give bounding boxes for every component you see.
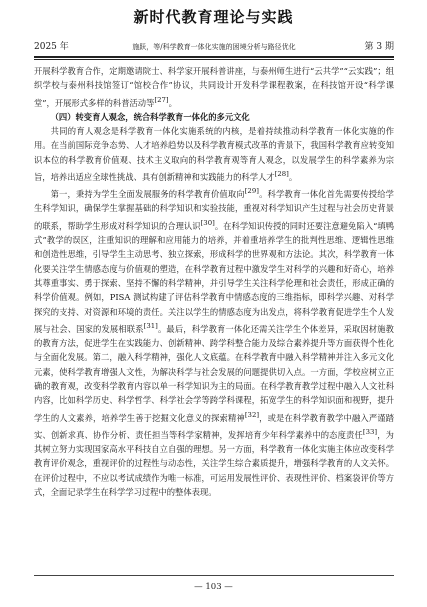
citation: [31] [143, 321, 158, 330]
citation: [29] [244, 187, 259, 196]
citation: [32] [244, 410, 260, 419]
citation: [27] [154, 95, 169, 104]
footer-rule [34, 575, 394, 576]
citation: [33] [362, 427, 378, 436]
citation: [30] [200, 218, 215, 227]
journal-issue: 第 3 期 [364, 42, 394, 52]
article-body [34, 64, 394, 499]
paragraph: 共同的育人观念是科学教育一体化实施系统的内核，是着持续推动科学教育一体化实施的作用。在当前国际竞争态势、人才培养趋势以及科学教育模式改革的背景下，我国科学教育应转变知识本位的科学教育价值观、技术主义取向的科学教育观等育人观念，以发展学生的科学素养为宗旨，培养出适应全球性挑战、具有创新精神和实践能力的科学人才[28]。 [34, 126, 394, 182]
header-rule-thick [34, 56, 394, 58]
paragraph: 第一，秉持为学生全面发展服务的科学教育价值取向[29]。科学教育一体化首先需要传授给学生科学知识，确保学生掌握基础的科学知识和实验技能，重视对科学知识产生过程与社会历史背景的联系，帮助学生形成对科学知识的合理认识[30]。在科学知识传授的同时还要注意避免陷入“填鸭式”教学的误区，注重知识的理解和应用能力的培养，并着重培养学生的批判性思维、逻辑性思维和创造性思维，引导学生主动思考、独立探索，形成科学的世界观和方法论。其次，科学教育一体化要关注学生情感态度与价值观的塑造，在科学教育过程中激发学生对科学的兴趣和好奇心，培养其尊重事实、勇于探索、坚持不懈的科学精神，并引导学生关注科学伦理和社会责任，形成正确的科学价值观。例如，PISA 测试构建了评估科学教育中情感态度的三维指标，即科学兴趣、对科学探究的支持、对资源和环境的责任。关注以学生的情感态度为出发点，将科学教育促进学生个人发展与社会、国家的发展相联系[31]。最后，科学教育一体化还需关注学生个体差异，采取因材施教的教育方法，促进学生在实践能力、创新精神、跨学科整合能力及综合素养提升等方面获得个性化与全面化发展。第二，融入科学精神，强化人文底蕴。在科学教育中融入科学精神并注入多元文化元素，使科学教育增强人文性，为解决科学与社会发展的问题提供切入点。一方面，学校应树立正确的教育观，改变科学教育内容以单一科学知识为主的局面。在科学教育教学过程中融入人文社科内容，比如科学历史、科学哲学、科学社会学等跨学科课程，拓宽学生的科学知识面和视野，提升学生的人文素养，培养学生善于挖掘文化意义的探索精神[32]，或是在科学教育教学中融入严谨踏实、创新求真、协作分析、责任担当等科学家精神，发挥培育少年科学素养中的态度责任[33]，为其树立努力实现国家高水平科技自立自强的理想。另一方面，科学教育一体化实施主体应改变科学教育评价观念，重视评价的过程性与动态性，关注学生综合素质提升，增强科学教育的人文关怀。在评价过程中，不应以考试成绩作为唯一标准，可运用发展性评价、表现性评价、档案袋评价等方式，全面记录学生在科学学习过程中的整体表现。 [34, 187, 394, 497]
section-heading: （四）转变育人观念，统合科学教育一体化的多元文化 [50, 111, 250, 122]
page-number: — 103 — [194, 582, 233, 592]
header-meta-row [34, 40, 394, 54]
paragraph: 开展科学教育合作，定期邀请院士、科学家开展科普讲座，与泰州师生进行“云共学”“云实践”；组织学校与泰州科技馆签订“馆校合作”协议，共同设计开发科学课程教案，在科技馆开设“科学课堂”，开展形式多样的科普活动等[27]。 [34, 66, 394, 108]
header-rule-thin [34, 59, 394, 60]
citation: [28] [274, 170, 289, 179]
journal-year: 2025 年 [34, 42, 69, 52]
journal-title: 新时代教育理论与实践 [133, 8, 294, 26]
running-title: 施跃，等/科学教育一体化实施的困境分析与路径优化 [132, 43, 296, 51]
